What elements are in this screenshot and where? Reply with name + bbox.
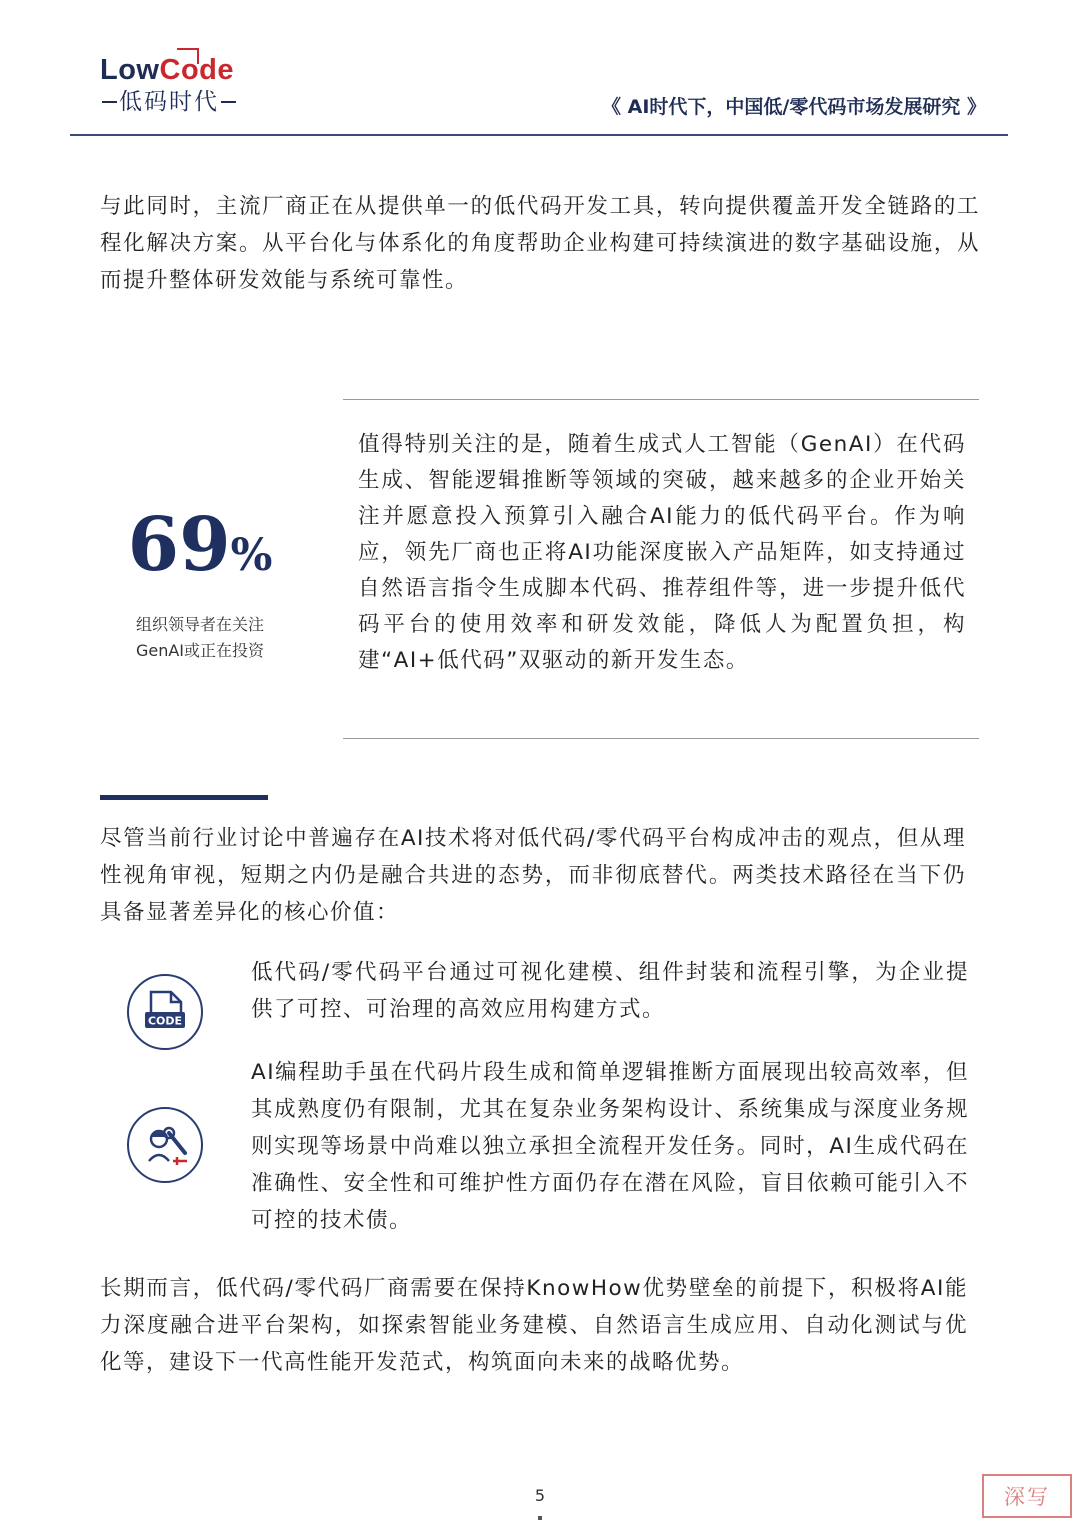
logo-wordmark [100, 54, 250, 86]
stat-label [100, 612, 300, 664]
callout-paragraph: 值得特别关注的是，随着生成式人工智能（GenAI）在代码生成、智能逻辑推断等领域的突破，越来越多的企业开始关注并愿意投入预算引入融合AI能力的低代码平台。作为响应，领先厂商也正将AI功能深度嵌入产品矩阵，如支持通过自然语言指令生成脚本代码、推荐组件等，进一步提升低代码平台的使用效率和研发效能，降低人为配置负担，构建“AI+低代码”双驱动的新开发生态。 [358, 432, 966, 673]
developer-wrench-icon [127, 1107, 203, 1183]
code-icon-text: CODE [147, 1014, 183, 1028]
stat-number: 69 [127, 502, 231, 588]
page-number: 5 [534, 1486, 546, 1505]
logo-wordmark-low: Low [100, 54, 160, 86]
code-file-icon [127, 974, 203, 1050]
callout-bottom-rule [343, 738, 979, 739]
stat-unit: % [230, 530, 273, 581]
section-accent-bar [100, 795, 268, 800]
stat-label-line2: GenAI或正在投资 [135, 641, 265, 660]
intro-paragraph: 与此同时，主流厂商正在从提供单一的低代码开发工具，转向提供覆盖开发全链路的工程化解决方案。从平台化与体系化的角度帮助企业构建可持续演进的数字基础设施，从而提升整体研发效能与系统可靠性。 [100, 194, 980, 293]
page-dot [538, 1516, 542, 1520]
ai-assistant-text: AI编程助手虽在代码片段生成和简单逻辑推断方面展现出较高效率，但其成熟度仍有限制，尤其在复杂业务架构设计、系统集成与深度业务规则实现等场景中尚难以独立承担全流程开发任务。同时，AI生成代码在准确性、安全性和可维护性方面仍存在潜在风险，盲目依赖可能引入不可控的技术债。 [251, 1060, 969, 1233]
lowcode-logo [100, 54, 250, 116]
report-title: 《 AI时代下，中国低/零代码市场发展研究 》 [602, 96, 986, 118]
header-divider [70, 134, 1008, 136]
logo-subtitle-text: 低码时代 [119, 89, 219, 115]
comparison-paragraph: 尽管当前行业讨论中普遍存在AI技术将对低代码/零代码平台构成冲击的观点，但从理性视角审视，短期之内仍是融合共进的态势，而非彻底替代。两类技术路径在当下仍具备显著差异化的核心价值： [100, 826, 966, 925]
logo-subtitle [100, 88, 250, 116]
watermark-stamp: 深写 [982, 1474, 1072, 1518]
stat-label-line1: 组织领导者在关注 [135, 615, 264, 634]
logo-wordmark-code: Code [159, 54, 234, 86]
stat-value [100, 500, 300, 601]
lowcode-value-text: 低代码/零代码平台通过可视化建模、组件封装和流程引擎，为企业提供了可控、可治理的高效应用构建方式。 [251, 960, 969, 1022]
callout-top-rule [343, 399, 979, 400]
conclusion-paragraph: 长期而言，低代码/零代码厂商需要在保持KnowHow优势壁垒的前提下，积极将AI能力深度融合进平台架构，如探索智能业务建模、自然语言生成应用、自动化测试与优化等，建设下一代高性能开发范式，构筑面向未来的战略优势。 [100, 1276, 968, 1375]
